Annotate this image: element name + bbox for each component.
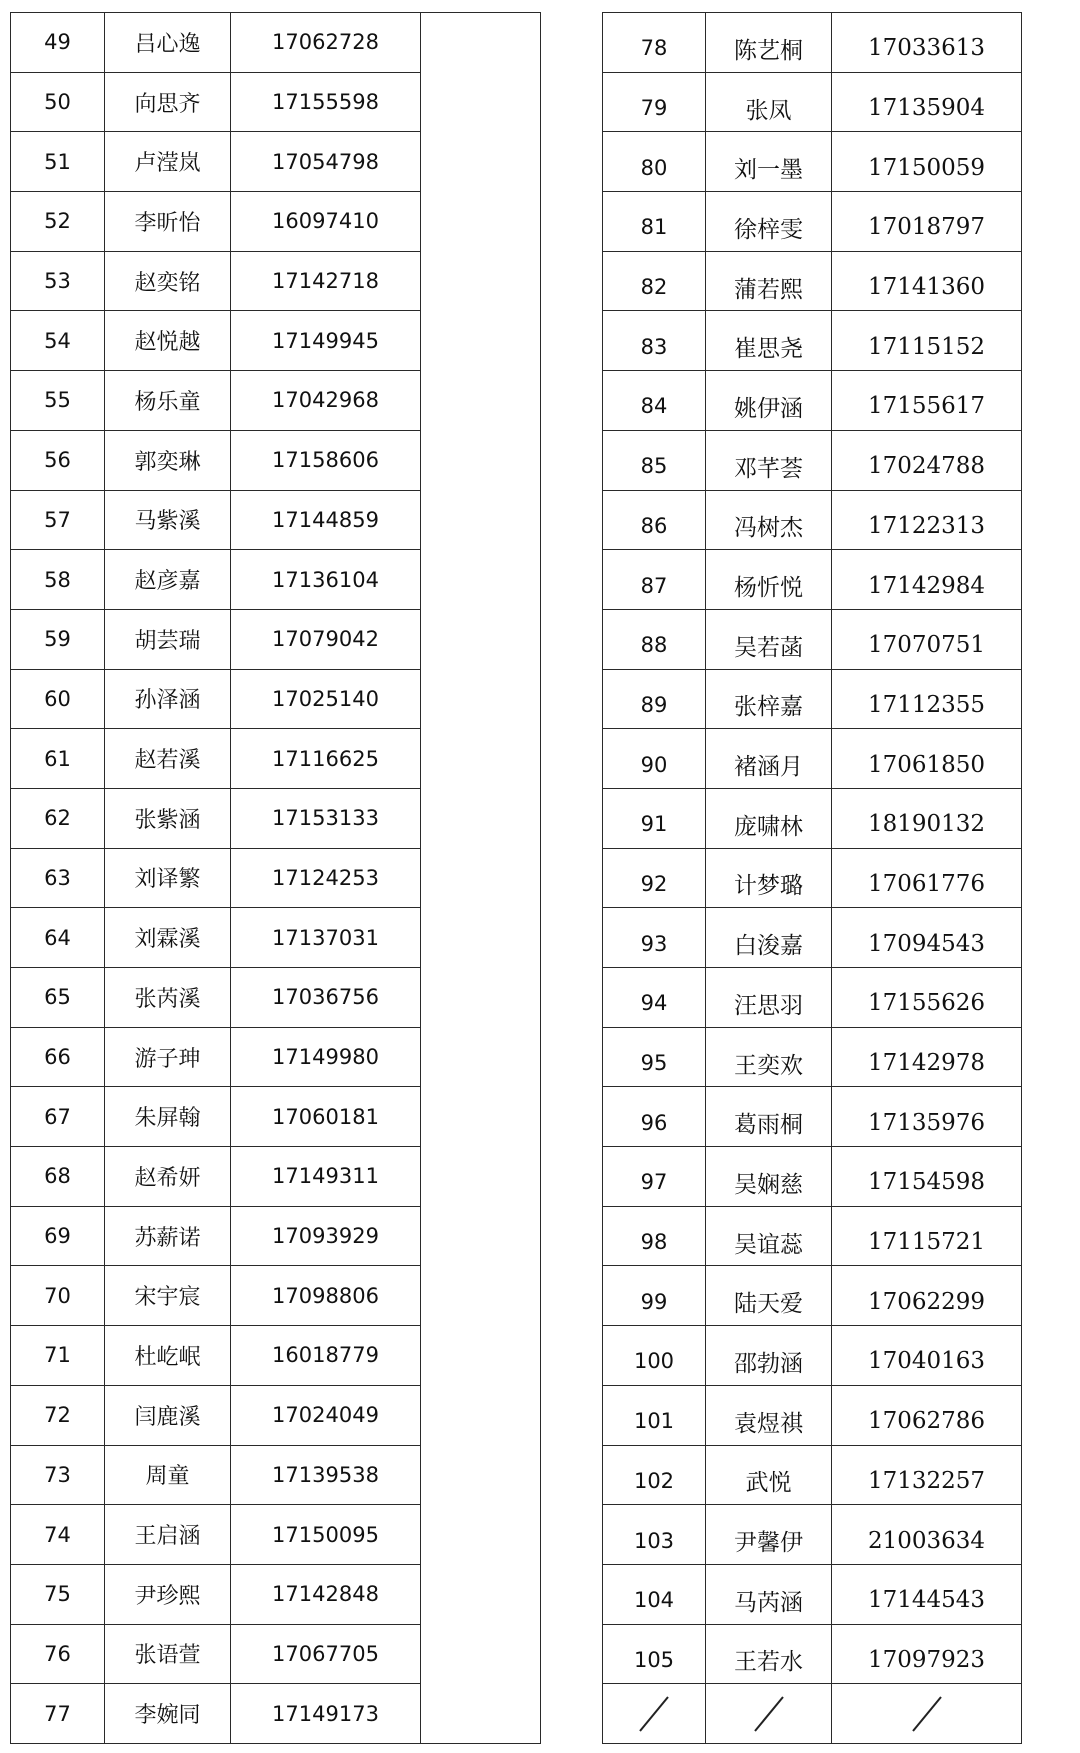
row-number: 81 [603,192,706,252]
student-name: 冯树杰 [706,490,832,550]
table-row [11,1266,541,1326]
table-row [603,669,1022,729]
student-name: 卢滢岚 [105,132,231,192]
student-id: 17062299 [832,1266,1022,1326]
student-id: 17142848 [231,1564,421,1624]
student-name: 武悦 [706,1445,832,1505]
table-row [603,132,1022,192]
student-name: 尹馨伊 [706,1505,832,1565]
student-name: 刘一墨 [706,132,832,192]
row-number: 86 [603,490,706,550]
table-row [11,72,541,132]
student-id: 17135976 [832,1087,1022,1147]
student-id: 18190132 [832,788,1022,848]
student-name: 张梓嘉 [706,669,832,729]
student-id: 17141360 [832,251,1022,311]
row-number: 104 [603,1564,706,1624]
student-id: 17060181 [231,1087,421,1147]
student-id: 17137031 [231,908,421,968]
table-row [603,371,1022,431]
table-row [603,192,1022,252]
student-id: 17144859 [231,490,421,550]
student-id: 17093929 [231,1206,421,1266]
student-name: 陆天爱 [706,1266,832,1326]
student-id: 17042968 [231,371,421,431]
blank-cell [421,550,541,610]
blank-cell [421,848,541,908]
student-name: 王启涵 [105,1505,231,1565]
student-name: 向思齐 [105,72,231,132]
row-number: 50 [11,72,105,132]
row-number: 61 [11,729,105,789]
table-row [603,1564,1022,1624]
student-name: 闫鹿溪 [105,1385,231,1445]
student-name: 褚涵月 [706,729,832,789]
table-row [603,311,1022,371]
table-row [11,311,541,371]
table-row [603,1326,1022,1386]
student-name: 吴谊蕊 [706,1206,832,1266]
row-number: 54 [11,311,105,371]
row-number: 93 [603,908,706,968]
student-id: 17112355 [832,669,1022,729]
table-row [11,669,541,729]
student-id: 17122313 [832,490,1022,550]
student-id: 17154598 [832,1147,1022,1207]
blank-cell [421,1445,541,1505]
student-name: 杨忻悦 [706,550,832,610]
student-id: 17024788 [832,430,1022,490]
table-row [603,1445,1022,1505]
student-name: 邵勃涵 [706,1326,832,1386]
student-name: 赵若溪 [105,729,231,789]
student-name: 杜屹岷 [105,1326,231,1386]
student-name: 王若水 [706,1624,832,1684]
student-id: 17136104 [231,550,421,610]
row-number: 49 [11,13,105,73]
table-row [11,251,541,311]
row-number: 77 [11,1684,105,1744]
row-number: 76 [11,1624,105,1684]
row-number: 83 [603,311,706,371]
table-row [11,430,541,490]
row-number: 53 [11,251,105,311]
table-row [603,1087,1022,1147]
student-name: 蒲若熙 [706,251,832,311]
row-number: 57 [11,490,105,550]
student-id: 16018779 [231,1326,421,1386]
row-number: 72 [11,1385,105,1445]
table-row [11,609,541,669]
student-name: 庞啸林 [706,788,832,848]
table-row [603,729,1022,789]
blank-cell [421,1206,541,1266]
blank-cell [421,1326,541,1386]
blank-cell [421,72,541,132]
table-row [603,430,1022,490]
blank-cell [421,311,541,371]
student-name: 崔思尧 [706,311,832,371]
student-id: 17024049 [231,1385,421,1445]
roster-table-right [602,12,1022,1744]
student-id: 17033613 [832,13,1022,73]
table-row [11,1147,541,1207]
slash-mark-cell [603,1684,706,1744]
slash-mark-cell [706,1684,832,1744]
row-number: 101 [603,1385,706,1445]
table-row [11,729,541,789]
row-number: 99 [603,1266,706,1326]
blank-cell [421,371,541,431]
student-id: 17144543 [832,1564,1022,1624]
table-row [11,848,541,908]
student-name: 马紫溪 [105,490,231,550]
student-name: 刘译繁 [105,848,231,908]
blank-cell [421,1385,541,1445]
student-id: 17070751 [832,609,1022,669]
student-id: 17158606 [231,430,421,490]
row-number: 60 [11,669,105,729]
student-id: 17115152 [832,311,1022,371]
row-number: 82 [603,251,706,311]
student-id: 17116625 [231,729,421,789]
student-name: 白浚嘉 [706,908,832,968]
row-number: 79 [603,72,706,132]
table-row [11,1445,541,1505]
slash-mark [749,1693,789,1735]
row-number: 52 [11,192,105,252]
student-name: 赵希妍 [105,1147,231,1207]
slash-mark [907,1693,947,1735]
row-number: 56 [11,430,105,490]
row-number: 95 [603,1027,706,1087]
student-name: 王奕欢 [706,1027,832,1087]
student-name: 吕心逸 [105,13,231,73]
student-name: 尹珍熙 [105,1564,231,1624]
table-row [11,550,541,610]
student-name: 刘霖溪 [105,908,231,968]
table-row [11,1684,541,1744]
table-row [11,132,541,192]
blank-cell [421,729,541,789]
row-number: 68 [11,1147,105,1207]
student-id: 17062728 [231,13,421,73]
row-number: 51 [11,132,105,192]
student-id: 17142718 [231,251,421,311]
student-id: 17142978 [832,1027,1022,1087]
row-number: 85 [603,430,706,490]
table-row [11,788,541,848]
student-name: 马芮涵 [706,1564,832,1624]
row-number: 89 [603,669,706,729]
student-id: 17025140 [231,669,421,729]
blank-cell [421,788,541,848]
slash-mark [634,1693,674,1735]
blank-cell [421,1684,541,1744]
student-id: 17142984 [832,550,1022,610]
student-id: 17036756 [231,968,421,1028]
table-row [603,550,1022,610]
table-row [11,1087,541,1147]
student-id: 17067705 [231,1624,421,1684]
table-row [603,1266,1022,1326]
row-number: 62 [11,788,105,848]
row-number: 91 [603,788,706,848]
table-row [603,1505,1022,1565]
blank-cell [421,1147,541,1207]
table-row [603,1385,1022,1445]
row-number: 73 [11,1445,105,1505]
student-name: 苏薪诺 [105,1206,231,1266]
row-number: 65 [11,968,105,1028]
student-name: 周童 [105,1445,231,1505]
table-row [603,968,1022,1028]
student-id: 17124253 [231,848,421,908]
blank-cell [421,430,541,490]
student-id: 17155626 [832,968,1022,1028]
row-number: 63 [11,848,105,908]
blank-cell [421,1027,541,1087]
student-id: 17150095 [231,1505,421,1565]
table-row [603,609,1022,669]
student-id: 17149980 [231,1027,421,1087]
slash-mark-cell [832,1684,1022,1744]
row-number: 105 [603,1624,706,1684]
student-id: 17040163 [832,1326,1022,1386]
row-number: 87 [603,550,706,610]
student-name: 赵奕铭 [105,251,231,311]
table-row [603,72,1022,132]
student-id: 21003634 [832,1505,1022,1565]
row-number: 90 [603,729,706,789]
blank-cell [421,1266,541,1326]
row-number: 58 [11,550,105,610]
table-row [603,13,1022,73]
row-number: 88 [603,609,706,669]
table-row [603,1147,1022,1207]
student-id: 17061776 [832,848,1022,908]
blank-cell [421,609,541,669]
row-number: 84 [603,371,706,431]
student-name: 姚伊涵 [706,371,832,431]
student-name: 邓芊荟 [706,430,832,490]
table-row [11,1326,541,1386]
table-row [11,1505,541,1565]
student-name: 吴若菡 [706,609,832,669]
student-id: 17094543 [832,908,1022,968]
row-number: 71 [11,1326,105,1386]
table-row [11,490,541,550]
student-name: 葛雨桐 [706,1087,832,1147]
student-name: 徐梓雯 [706,192,832,252]
blank-cell [421,1564,541,1624]
row-number: 64 [11,908,105,968]
student-name: 朱屏翰 [105,1087,231,1147]
student-id: 17149173 [231,1684,421,1744]
table-row [603,788,1022,848]
table-row [603,908,1022,968]
table-row [11,13,541,73]
blank-cell [421,490,541,550]
student-name: 赵悦越 [105,311,231,371]
student-name: 陈艺桐 [706,13,832,73]
row-number: 102 [603,1445,706,1505]
blank-cell [421,908,541,968]
blank-cell [421,251,541,311]
row-number: 67 [11,1087,105,1147]
table-row [603,251,1022,311]
student-name: 汪思羽 [706,968,832,1028]
student-name: 计梦璐 [706,848,832,908]
blank-cell [421,1087,541,1147]
student-name: 张语萱 [105,1624,231,1684]
student-name: 李昕怡 [105,192,231,252]
student-id: 17062786 [832,1385,1022,1445]
row-number: 100 [603,1326,706,1386]
student-name: 李婉同 [105,1684,231,1744]
student-name: 袁煜祺 [706,1385,832,1445]
roster-table-left-body [11,13,541,1744]
table-row [11,371,541,431]
row-number: 98 [603,1206,706,1266]
table-row [11,1206,541,1266]
student-id: 17155598 [231,72,421,132]
student-name: 赵彦嘉 [105,550,231,610]
student-id: 17155617 [832,371,1022,431]
student-id: 17153133 [231,788,421,848]
table-row [11,908,541,968]
table-row [11,1027,541,1087]
row-number: 55 [11,371,105,431]
blank-cell [421,1624,541,1684]
roster-table-left [10,12,541,1744]
student-id: 17061850 [832,729,1022,789]
row-number: 94 [603,968,706,1028]
student-name: 张凤 [706,72,832,132]
student-name: 胡芸瑞 [105,609,231,669]
student-name: 吴娴慈 [706,1147,832,1207]
blank-cell [421,13,541,73]
student-name: 张芮溪 [105,968,231,1028]
student-id: 17139538 [231,1445,421,1505]
student-id: 17079042 [231,609,421,669]
student-id: 17115721 [832,1206,1022,1266]
student-name: 游子珅 [105,1027,231,1087]
student-id: 16097410 [231,192,421,252]
table-row [603,490,1022,550]
blank-cell [421,1505,541,1565]
student-id: 17054798 [231,132,421,192]
student-id: 17150059 [832,132,1022,192]
table-row [603,1624,1022,1684]
row-number: 59 [11,609,105,669]
student-id: 17097923 [832,1624,1022,1684]
table-row [11,1624,541,1684]
table-row [603,1206,1022,1266]
row-number: 103 [603,1505,706,1565]
student-id: 17135904 [832,72,1022,132]
row-number: 70 [11,1266,105,1326]
student-id: 17132257 [832,1445,1022,1505]
row-number: 92 [603,848,706,908]
student-id: 17018797 [832,192,1022,252]
blank-cell [421,132,541,192]
student-id: 17149311 [231,1147,421,1207]
student-name: 宋宇宸 [105,1266,231,1326]
roster-table-right-body [603,13,1022,1744]
row-number: 69 [11,1206,105,1266]
student-name: 孙泽涵 [105,669,231,729]
student-name: 郭奕琳 [105,430,231,490]
row-number: 96 [603,1087,706,1147]
table-row [11,1564,541,1624]
table-row [603,848,1022,908]
blank-cell [421,192,541,252]
row-number: 97 [603,1147,706,1207]
blank-cell [421,968,541,1028]
student-id: 17149945 [231,311,421,371]
student-name: 杨乐童 [105,371,231,431]
empty-row [603,1684,1022,1744]
student-name: 张紫涵 [105,788,231,848]
blank-cell [421,669,541,729]
table-row [11,1385,541,1445]
table-row [11,968,541,1028]
row-number: 75 [11,1564,105,1624]
table-row [11,192,541,252]
table-row [603,1027,1022,1087]
row-number: 80 [603,132,706,192]
student-id: 17098806 [231,1266,421,1326]
row-number: 78 [603,13,706,73]
row-number: 66 [11,1027,105,1087]
row-number: 74 [11,1505,105,1565]
